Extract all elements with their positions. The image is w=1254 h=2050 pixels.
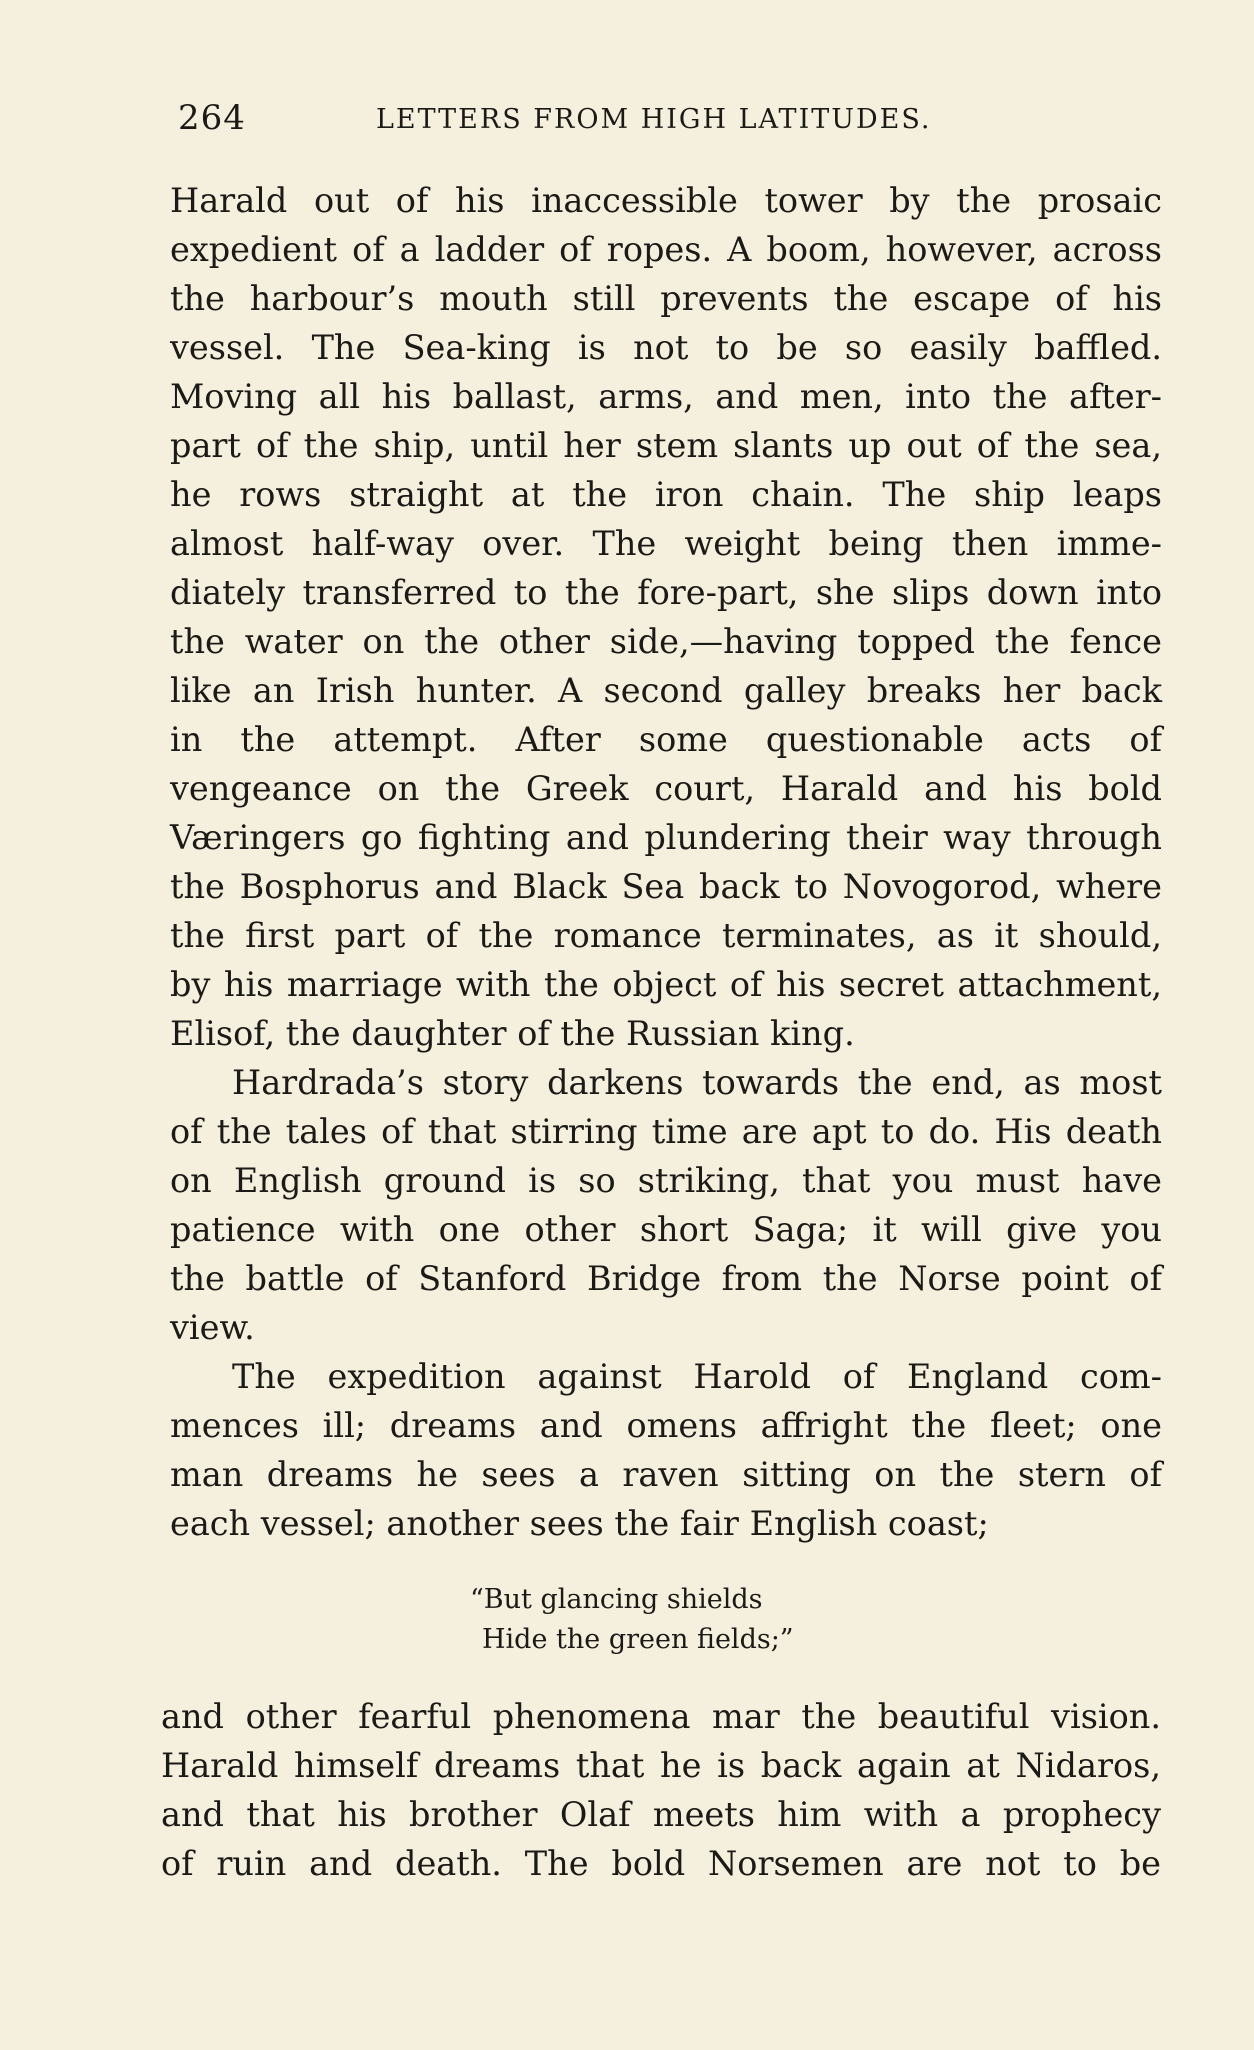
text-line: view. <box>170 1308 255 1347</box>
text-line: the first part of the romance terminates, as it should, <box>170 916 1162 955</box>
running-title: LETTERS FROM HIGH LATITUDES. <box>376 104 932 135</box>
text-line: by his marriage with the object of his secret attachment, <box>170 965 1162 1004</box>
text-line: the harbour’s mouth still prevents the escape of his <box>170 279 1162 318</box>
text-line: Harald out of his inaccessible tower by the prosaic <box>170 181 1162 220</box>
text-line: of ruin and death. The bold Norsemen are not to be <box>161 1844 1161 1883</box>
text-line: and that his brother Olaf meets him with a prophecy <box>161 1795 1161 1834</box>
verse-quote <box>470 1580 970 1660</box>
text-line: like an Irish hunter. A second galley breaks her back <box>170 671 1162 710</box>
text-line: diately transferred to the fore-part, she slips down into <box>170 573 1162 612</box>
text-line: of the tales of that stirring time are apt to do. His death <box>170 1112 1162 1151</box>
page-number: 264 <box>178 98 246 138</box>
text-line: almost half-way over. The weight being then imme- <box>170 524 1162 563</box>
text-line: and other fearful phenomena mar the beautiful vision. <box>161 1697 1161 1736</box>
text-line: each vessel; another sees the fair English coast; <box>170 1504 989 1543</box>
text-line: The expedition against Harold of England com- <box>232 1357 1162 1396</box>
text-line: expedient of a ladder of ropes. A boom, however, across <box>170 230 1162 269</box>
continued-text <box>161 1692 1161 1888</box>
text-line: Harald himself dreams that he is back again at Nidaros, <box>161 1746 1161 1785</box>
page-header <box>178 98 1178 148</box>
text-line: the Bosphorus and Black Sea back to Novogorod, where <box>170 867 1162 906</box>
text-line: in the attempt. After some questionable acts of <box>170 720 1162 759</box>
text-line: on English ground is so striking, that you must have <box>170 1161 1162 1200</box>
quote-line: “But glancing shields <box>470 1584 763 1615</box>
text-line: Væringers go fighting and plundering their way through <box>170 818 1162 857</box>
text-line: Elisof, the daughter of the Russian king. <box>170 1014 855 1053</box>
text-line: the battle of Stanford Bridge from the Norse point of <box>170 1259 1162 1298</box>
text-line: part of the ship, until her stem slants up out of the sea, <box>170 426 1162 465</box>
text-line: he rows straight at the iron chain. The ship leaps <box>170 475 1162 514</box>
text-line: the water on the other side,—having topped the fence <box>170 622 1162 661</box>
text-line: Moving all his ballast, arms, and men, into the after- <box>170 377 1162 416</box>
text-line: Hardrada’s story darkens towards the end, as most <box>232 1063 1162 1102</box>
text-line: man dreams he sees a raven sitting on the stern of <box>170 1455 1162 1494</box>
main-text <box>170 176 1162 1548</box>
text-line: patience with one other short Saga; it will give you <box>170 1210 1162 1249</box>
text-line: vengeance on the Greek court, Harald and his bold <box>170 769 1162 808</box>
quote-line: Hide the green fields;” <box>482 1624 794 1655</box>
text-line: vessel. The Sea-king is not to be so easily baffled. <box>170 328 1162 367</box>
text-line: mences ill; dreams and omens affright the fleet; one <box>170 1406 1162 1445</box>
